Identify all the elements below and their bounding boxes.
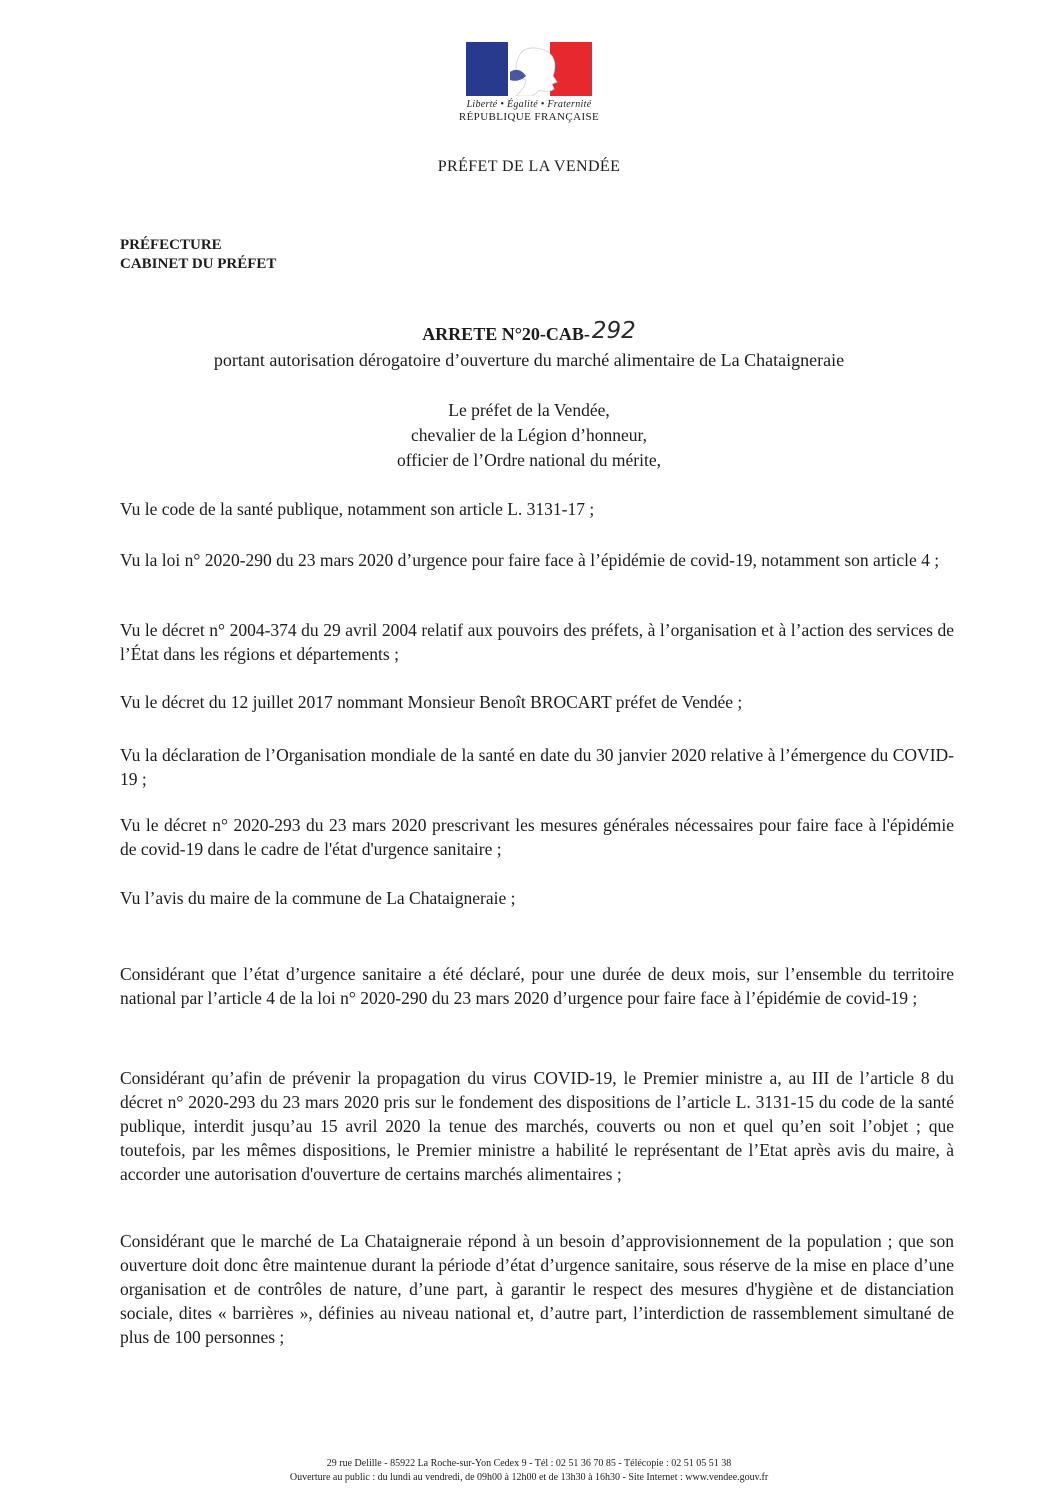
visa-paragraph: Vu l’avis du maire de la commune de La Chataigneraie ; [120,888,516,908]
considerant-paragraph: Considérant que le marché de La Chataigneraie répond à un besoin d’approvisionnement de la population ; que son ouverture doit donc être maintenue durant la période d’état d’urgence sanitaire, sous réserve de la mise en place d’une organisation et de contrôles de nature, d’une part, à garantir le respect des mesures d'hygiène et de distanciation sociale, dites « barrières », définies au niveau national et, d’autre part, l’interdiction de rassemblement simultané de plus de 100 personnes ; [120,1231,954,1347]
service-line-cabinet: CABINET DU PRÉFET [120,256,277,272]
service-line-prefecture: PRÉFECTURE [120,237,222,253]
visa-paragraph: Vu le décret du 12 juillet 2017 nommant Monsieur Benoît BROCART préfet de Vendée ; [120,692,743,712]
prefet-title: PRÉFET DE LA VENDÉE [437,158,621,175]
arrete-heading [0,318,1058,371]
arrete-number-printed: ARRETE N°20-CAB- [422,324,590,344]
authority-line-2: chevalier de la Légion d’honneur, [411,425,647,445]
authority-line-3: officier de l’Ordre national du mérite, [396,450,661,470]
authority-line-1: Le préfet de la Vendée, [448,400,610,420]
arrete-number-handwritten: 292 [591,318,636,344]
visa-paragraph: Vu le décret n° 2020-293 du 23 mars 2020 prescrivant les mesures générales nécessaires pour faire face à l'épidémie de covid-19 dans le cadre de l'état d'urgence sanitaire ; [120,815,954,859]
page-footer [0,1457,1058,1485]
republic-name: RÉPUBLIQUE FRANÇAISE [458,111,600,123]
visa-paragraph: Vu le code de la santé publique, notamment son article L. 3131-17 ; [120,499,595,519]
considerant-paragraph: Considérant que l’état d’urgence sanitaire a été déclaré, pour une durée de deux mois, sur l’ensemble du territoire national par l’article 4 de la loi n° 2020-290 du 23 mars 2020 d’urgence pour faire face à l’épidémie de covid-19 ; [120,964,954,1008]
marianne-flag-icon [466,42,592,96]
visa-paragraph: Vu la loi n° 2020-290 du 23 mars 2020 d’urgence pour faire face à l’épidémie de covid-19, notamment son article 4 ; [120,550,940,570]
arrete-subject: portant autorisation dérogatoire d’ouverture du marché alimentaire de La Chataigneraie [213,350,845,370]
republic-motto: Liberté • Égalité • Fraternité [466,99,592,110]
marianne-logo [449,42,609,123]
visa-paragraph: Vu la déclaration de l’Organisation mondiale de la santé en date du 30 janvier 2020 relative à l’émergence du COVID-19 ; [120,745,954,789]
arrete-number [0,318,1058,345]
footer-opening-hours: Ouverture au public : du lundi au vendredi, de 09h00 à 12h00 et de 13h30 à 16h30 - Site Internet : www.vendee.gouv.fr [289,1472,769,1483]
issuing-service [120,236,276,274]
considerant-paragraph: Considérant qu’afin de prévenir la propagation du virus COVID-19, le Premier ministre a, au III de l’article 8 du décret n° 2020-293 du 23 mars 2020 pris sur le fondement des dispositions de l’article L. 3131-15 du code de la santé publique, interdit jusqu’au 15 avril 2020 la tenue des marchés, couverts ou non et quel qu’en soit l’objet ; que toutefois, par les mêmes dispositions, le Premier ministre a habilité le représentant de l’Etat après avis du maire, à accorder une autorisation d'ouverture de certains marchés alimentaires ; [120,1068,954,1184]
visa-paragraph: Vu le décret n° 2004-374 du 29 avril 2004 relatif aux pouvoirs des préfets, à l’organisation et à l’action des services de l’État dans les régions et départements ; [120,620,954,664]
authority-block [0,398,1058,473]
footer-address: 29 rue Delille - 85922 La Roche-sur-Yon Cedex 9 - Tél : 02 51 36 70 85 - Télécopie : 02 51 05 51 38 [326,1458,732,1469]
